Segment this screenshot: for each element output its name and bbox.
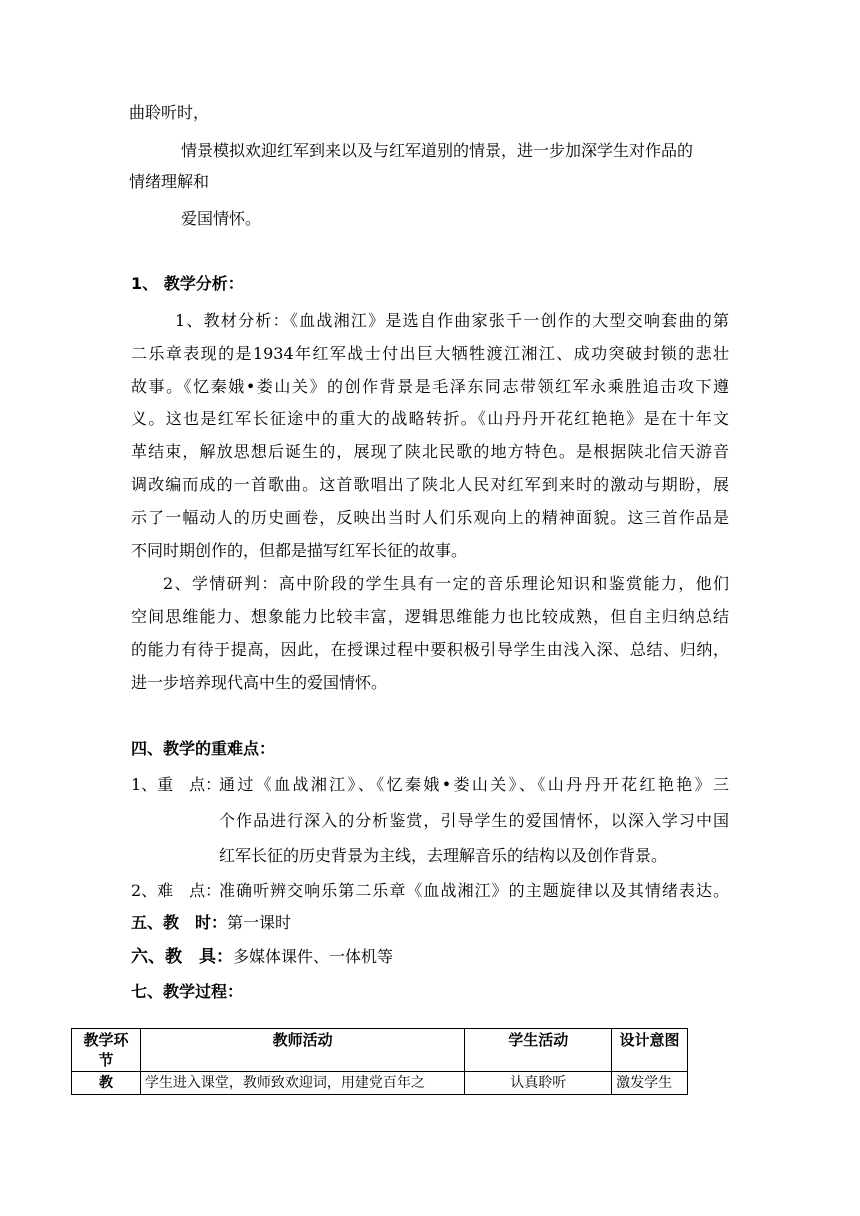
section-tools-label: 六、教 具： — [131, 947, 233, 967]
process-table — [71, 1028, 688, 1095]
analysis-p2-line-3: 的能力有待于提高，因此，在授课过程中要积极引导学生由浅入深、总结、归纳， — [131, 640, 729, 659]
intro-line-2: 情景模拟欢迎红军到来以及与红军道别的情景，进一步加深学生对作品的 — [181, 141, 694, 160]
analysis-p1-line-7: 示了一幅动人的历史画卷，反映出当时人们乐观向上的精神面貌。这三首作品是 — [131, 508, 729, 527]
analysis-p1-line-3: 故事。《忆秦娥•娄山关》的创作背景是毛泽东同志带领红军永乘胜追击攻下遵 — [131, 377, 729, 396]
section-tools — [131, 946, 393, 968]
intro-line-4: 爱国情怀。 — [181, 209, 262, 228]
section-tools-value: 多媒体课件、一体机等 — [233, 947, 394, 966]
analysis-p1-line-1: 1、教材分析：《血战湘江》是选自作曲家张千一创作的大型交响套曲的第 — [175, 311, 729, 330]
section-time-label: 五、教 时： — [131, 913, 228, 932]
analysis-p2-line-4: 进一步培养现代高中生的爱国情怀。 — [131, 673, 388, 692]
section-analysis-title-text: 1、 教学分析： — [131, 274, 244, 293]
table-row — [72, 1072, 688, 1095]
section-time-value: 第一课时 — [227, 913, 292, 932]
difficulty-label: 2、难 点： — [131, 881, 222, 900]
key-point-label: 1、重 点： — [131, 775, 222, 794]
analysis-p1-line-4: 义。这也是红军长征途中的重大的战略转折。《山丹丹开花红艳艳》是在十年文 — [131, 409, 729, 428]
table-header-row — [72, 1029, 688, 1072]
key-point-line-3: 红军长征的历史背景为主线，去理解音乐的结构以及创作背景。 — [219, 846, 668, 865]
section-time — [131, 912, 291, 934]
table-cell: 学生进入课堂，教师致欢迎词，用建党百年之 — [140, 1072, 464, 1095]
analysis-p1-line-8: 不同时期创作的，但都是描写红军长征的故事。 — [131, 541, 468, 560]
key-point-line-1: 通过《血战湘江》、《忆秦娥•娄山关》、《山丹丹开花红艳艳》三 — [219, 775, 729, 794]
analysis-p1-line-5: 革结束，解放思想后诞生的，展现了陕北民歌的地方特色。是根据陕北信天游音 — [131, 442, 729, 461]
section-process-title-text: 七、教学过程： — [131, 982, 244, 1001]
key-point-line-2: 个作品进行深入的分析鉴赏，引导学生的爱国情怀，以深入学习中国 — [219, 811, 729, 830]
intro-line-3: 情绪理解和 — [129, 172, 210, 191]
section-key-title — [131, 738, 275, 760]
analysis-p1-line-6: 调改编而成的一首歌曲。这首歌唱出了陕北人民对红军到来时的激动与期盼，展 — [131, 475, 729, 494]
table-cell: 激发学生 — [612, 1072, 688, 1095]
table-header-cell: 学生活动 — [465, 1029, 612, 1072]
table-cell: 认真聆听 — [465, 1072, 612, 1095]
table-header-cell: 教师活动 — [140, 1029, 464, 1072]
analysis-p2-line-2: 空间思维能力、想象能力比较丰富，逻辑思维能力也比较成熟，但自主归纳总结 — [131, 607, 729, 626]
table-cell: 教 — [72, 1072, 141, 1095]
section-process-title — [131, 981, 243, 1003]
intro-line-1: 曲聆听时， — [129, 103, 210, 122]
section-key-title-text: 四、教学的重难点： — [131, 739, 276, 758]
analysis-p2-line-1: 2、学情研判：高中阶段的学生具有一定的音乐理论知识和鉴赏能力，他们 — [163, 574, 729, 593]
section-analysis-title — [131, 273, 244, 295]
analysis-p1-line-2: 二乐章表现的是1934年红军战士付出巨大牺牲渡江湘江、成功突破封锁的悲壮 — [131, 344, 729, 363]
table-header-cell: 教学环节 — [72, 1029, 141, 1072]
table-header-cell: 设计意图 — [612, 1029, 688, 1072]
difficulty-text: 准确听辨交响乐第二乐章《血战湘江》的主题旋律以及其情绪表达。 — [219, 881, 729, 900]
